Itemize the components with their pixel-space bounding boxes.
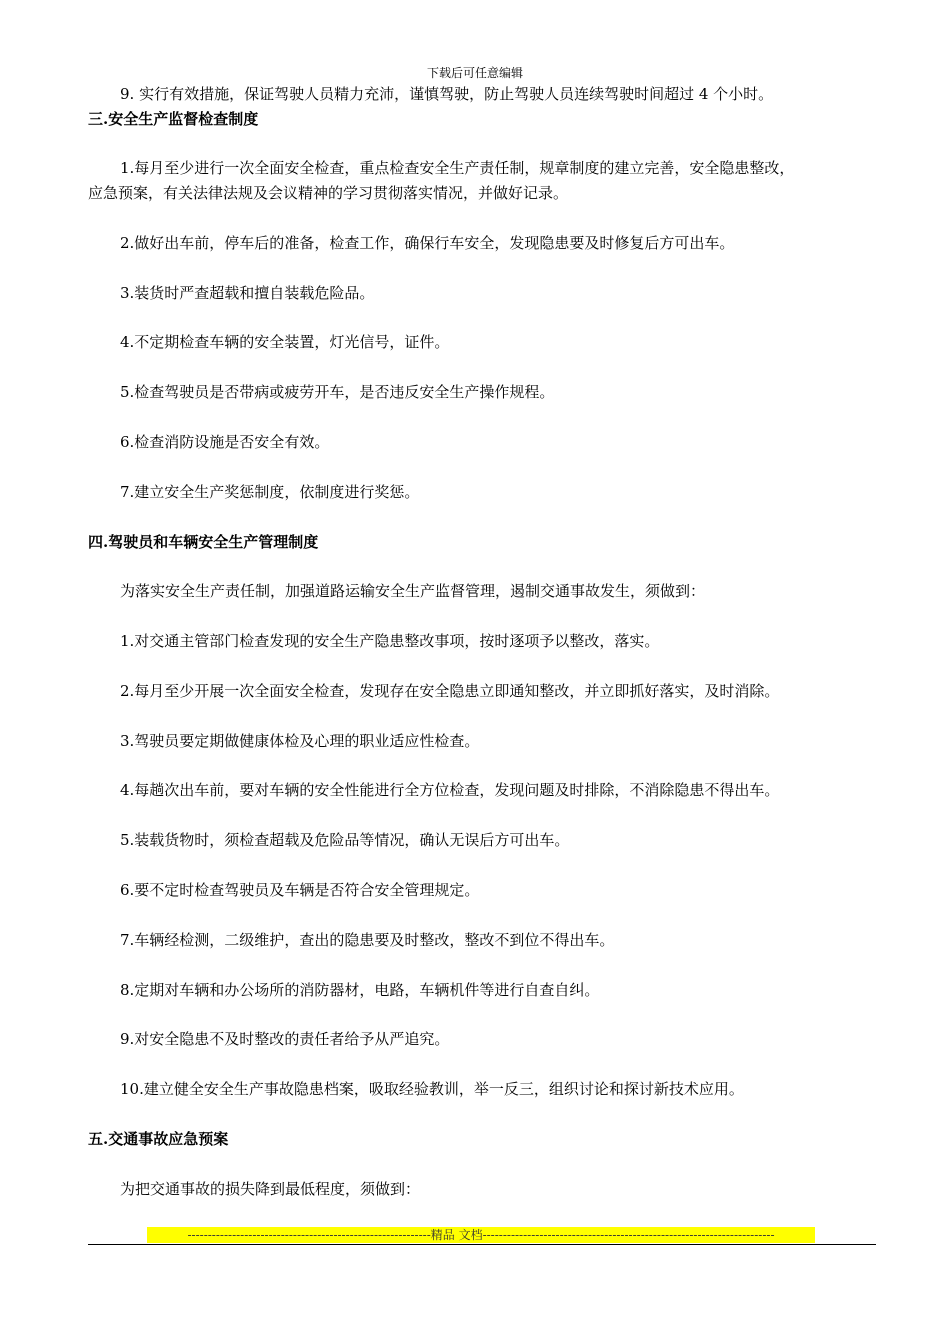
footer-rule xyxy=(88,1244,876,1245)
paragraph-3-4: 4.不定期检查车辆的安全装置，灯光信号，证件。 xyxy=(120,333,450,351)
paragraph-4-10: 10.建立健全安全生产事故隐患档案，吸取经验教训，举一反三，组织讨论和探讨新技术应用。 xyxy=(120,1080,744,1098)
paragraph-4-9: 9.对安全隐患不及时整改的责任者给予从严追究。 xyxy=(120,1030,450,1048)
paragraph-4-2: 2.每月至少开展一次全面安全检查，发现存在安全隐患立即通知整改，并立即抓好落实，及时消除。 xyxy=(120,682,780,700)
paragraph-3-1b: 应急预案，有关法律法规及会议精神的学习贯彻落实情况，并做好记录。 xyxy=(88,184,569,202)
paragraph-4-4: 4.每趟次出车前，要对车辆的安全性能进行全方位检查，发现问题及时排除，不消除隐患不得出车。 xyxy=(120,781,780,799)
paragraph-3-5: 5.检查驾驶员是否带病或疲劳开车，是否违反安全生产操作规程。 xyxy=(120,383,555,401)
paragraph-3-6: 6.检查消防设施是否安全有效。 xyxy=(120,433,330,451)
paragraph-4-3: 3.驾驶员要定期做健康体检及心理的职业适应性检查。 xyxy=(120,732,480,750)
paragraph-3-7: 7.建立安全生产奖惩制度，依制度进行奖惩。 xyxy=(120,483,420,501)
paragraph-4-7: 7.车辆经检测，二级维护，查出的隐患要及时整改，整改不到位不得出车。 xyxy=(120,931,615,949)
page-header: 下载后可任意编辑 xyxy=(426,66,523,80)
paragraph-3-3: 3.装货时严查超载和擅自装载危险品。 xyxy=(120,284,375,302)
paragraph-4-8: 8.定期对车辆和办公场所的消防器材，电路，车辆机件等进行自查自纠。 xyxy=(120,981,600,999)
paragraph-4-6: 6.要不定时检查驾驶员及车辆是否符合安全管理规定。 xyxy=(120,881,480,899)
paragraph-3-1a: 1.每月至少进行一次全面安全检查，重点检查安全生产责任制，规章制度的建立完善，安全隐患整改， xyxy=(120,159,795,177)
paragraph-3-2: 2.做好出车前，停车后的准备，检查工作，确保行车安全，发现隐患要及时修复后方可出车。 xyxy=(120,234,735,252)
paragraph-prev-item: 9. 实行有效措施，保证驾驶人员精力充沛，谨慎驾驶，防止驾驶人员连续驾驶时间超过 4 个小时。 xyxy=(120,85,774,103)
paragraph-5-intro: 为把交通事故的损失降到最低程度，须做到： xyxy=(120,1180,421,1198)
paragraph-4-5: 5.装载货物时，须检查超载及危险品等情况，确认无误后方可出车。 xyxy=(120,831,570,849)
section-heading-5: 五.交通事故应急预案 xyxy=(88,1130,229,1148)
paragraph-4-1: 1.对交通主管部门检查发现的安全生产隐患整改事项，按时逐项予以整改，落实。 xyxy=(120,632,660,650)
section-heading-3: 三.安全生产监督检查制度 xyxy=(88,110,259,128)
paragraph-4-intro: 为落实安全生产责任制，加强道路运输安全生产监督管理，遏制交通事故发生，须做到： xyxy=(120,582,706,600)
footer-banner: ------------------------------------------------------------精品 文档------------------------------------------------------------------------ xyxy=(147,1227,815,1243)
section-heading-4: 四.驾驶员和车辆安全生产管理制度 xyxy=(88,533,319,551)
